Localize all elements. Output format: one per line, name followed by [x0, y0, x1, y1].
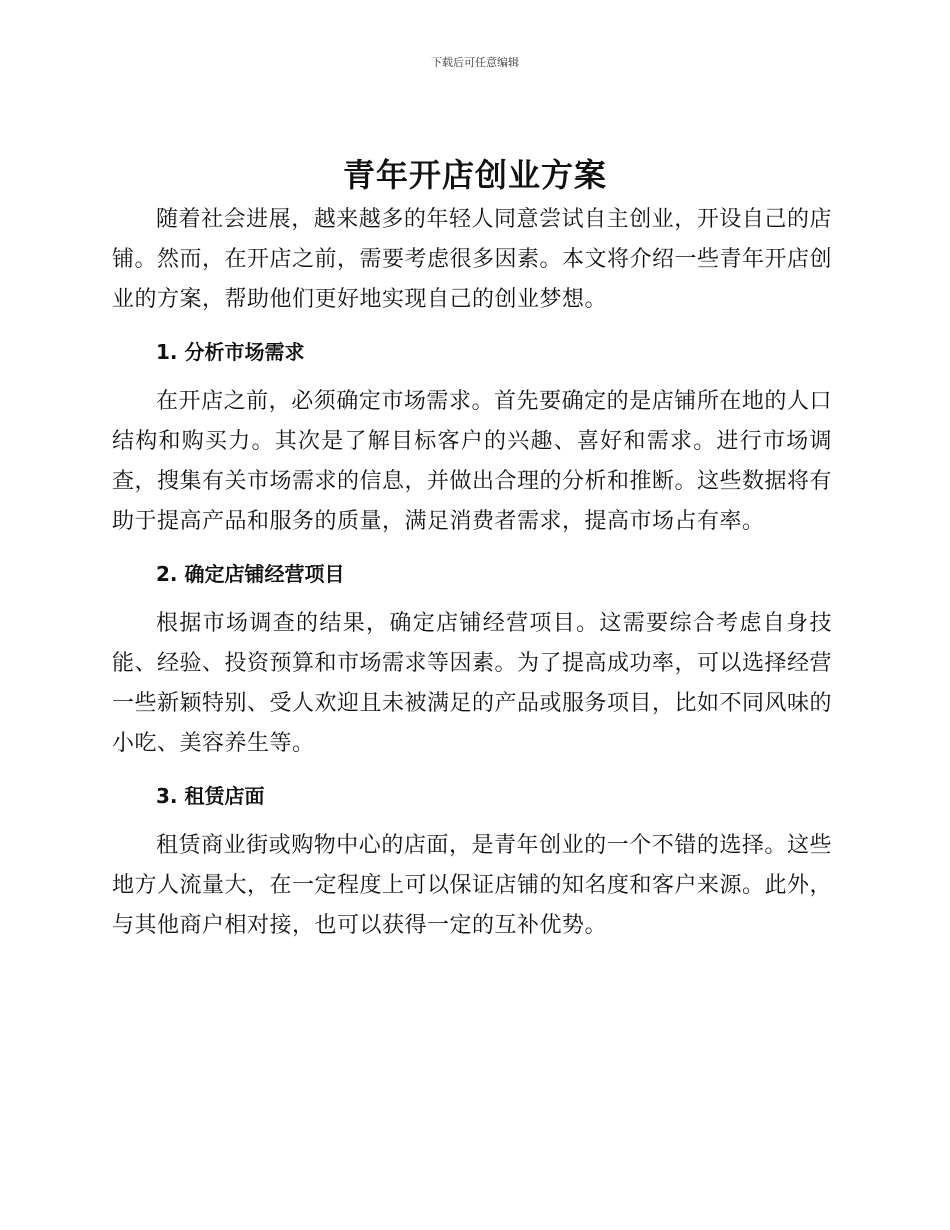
section-heading-3: 3. 租赁店面	[156, 784, 265, 808]
section-body-2: 根据市场调查的结果，确定店铺经营项目。这需要综合考虑自身技能、经验、投资预算和市场需求等因素。为了提高成功率，可以选择经营一些新颖特别、受人欢迎且未被满足的产品或服务项目，比如不同风味的小吃、美容养生等。	[112, 611, 833, 756]
intro-paragraph: 随着社会进展，越来越多的年轻人同意尝试自主创业，开设自己的店铺。然而，在开店之前，需要考虑很多因素。本文将介绍一些青年开店创业的方案，帮助他们更好地实现自己的创业梦想。	[112, 207, 833, 312]
section-body-1: 在开店之前，必须确定市场需求。首先要确定的是店铺所在地的人口结构和购买力。其次是了解目标客户的兴趣、喜好和需求。进行市场调查，搜集有关市场需求的信息，并做出合理的分析和推断。这些数据将有助于提高产品和服务的质量，满足消费者需求，提高市场占有率。	[112, 389, 833, 534]
document-body	[112, 200, 832, 946]
header-note: 下载后可任意编辑	[431, 56, 519, 69]
document-title: 青年开店创业方案	[342, 156, 607, 194]
section-heading-1: 1. 分析市场需求	[156, 340, 305, 364]
section-heading-2: 2. 确定店铺经营项目	[156, 562, 345, 586]
section-body-3: 租赁商业街或购物中心的店面，是青年创业的一个不错的选择。这些地方人流量大，在一定程度上可以保证店铺的知名度和客户来源。此外，与其他商户相对接，也可以获得一定的互补优势。	[112, 833, 833, 938]
